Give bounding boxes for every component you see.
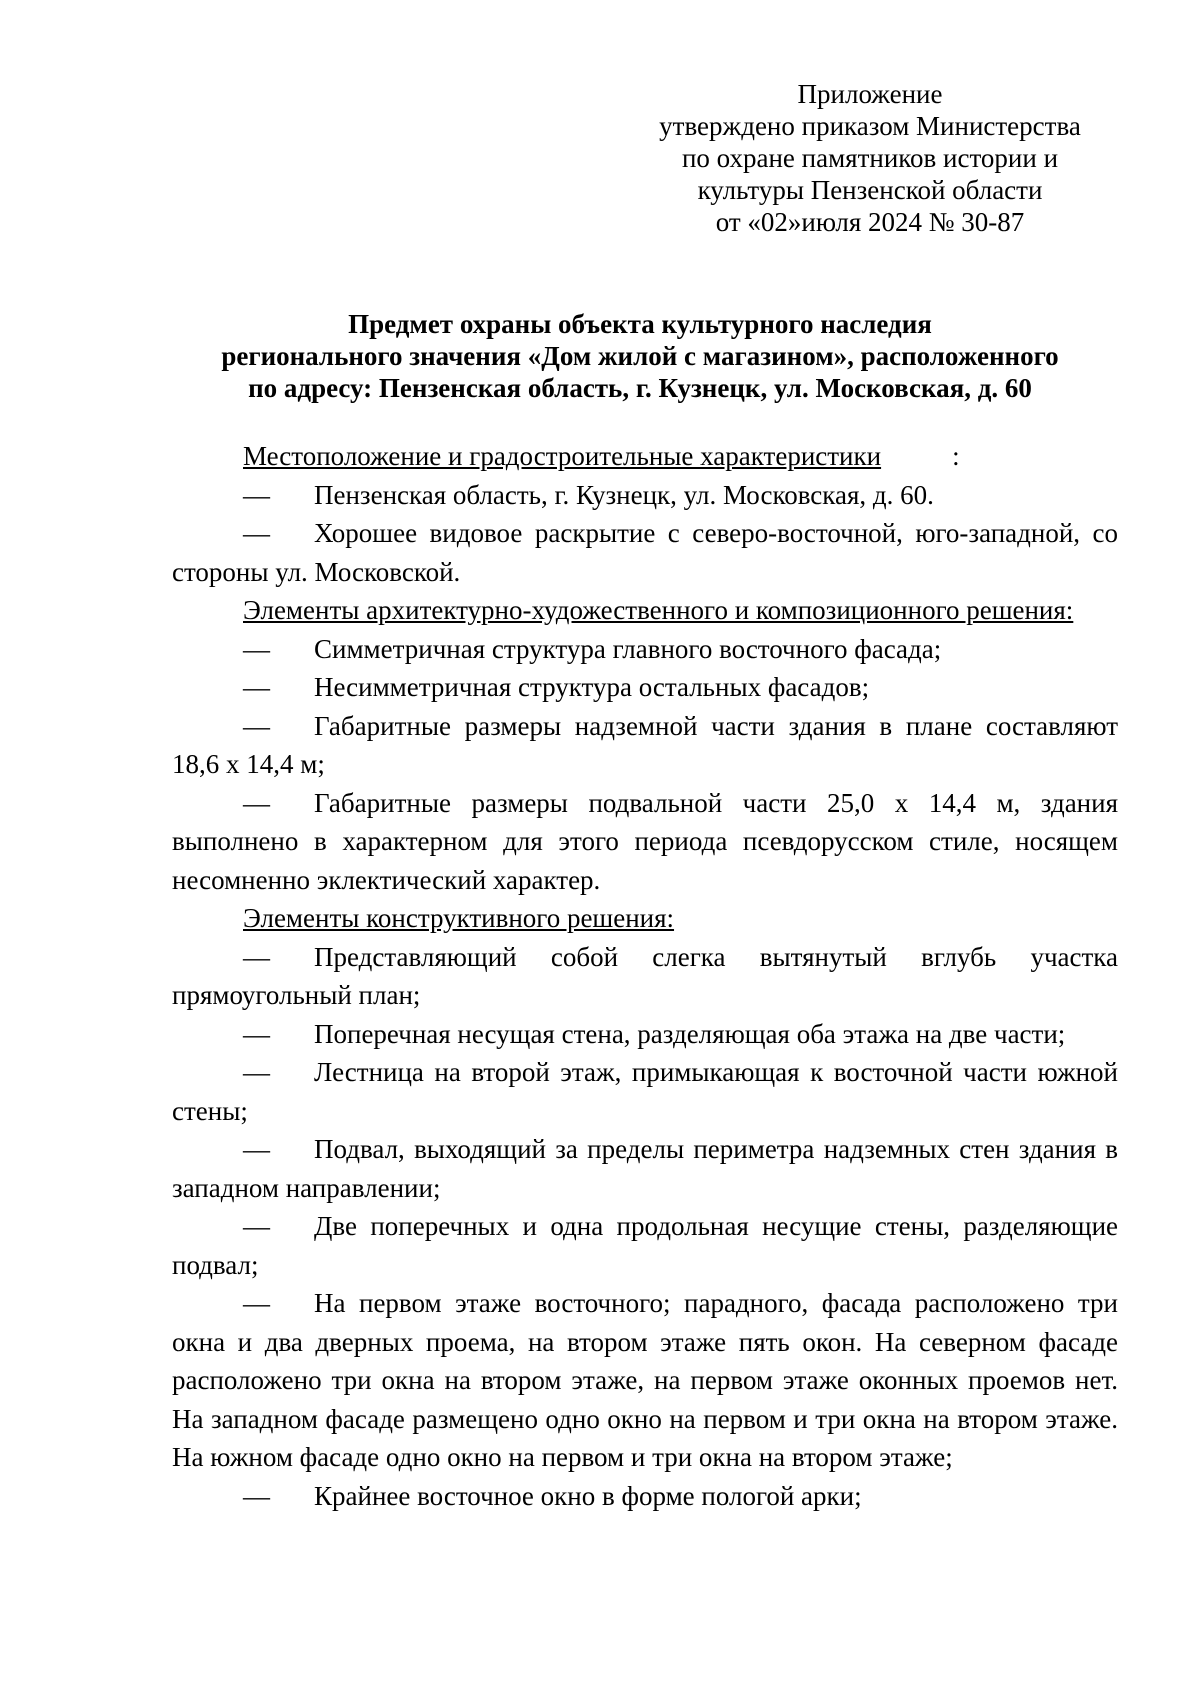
list-item-text: Две поперечных и одна продольная несущие стены, разделяющие подвал; (172, 1211, 1118, 1280)
approval-line: культуры Пензенской области (697, 175, 1043, 205)
dash-bullet: — (243, 710, 270, 741)
approval-line: по охране памятников истории и (681, 143, 1059, 173)
list-item-text: Пензенская область, г. Кузнецк, ул. Московская, д. 60. (314, 479, 934, 510)
heading-colon: : (952, 441, 960, 471)
title-line: по адресу: Пензенская область, г. Кузнецк, ул. Московская, д. 60 (248, 373, 1032, 403)
list-item-text: Поперечная несущая стена, разделяющая оба этажа на две части; (314, 1018, 1066, 1049)
list-item (172, 514, 1118, 591)
section-heading-architecture: Элементы архитектурно-художественного и композиционного решения: (243, 595, 1074, 625)
list-item-text: Представляющий собой слегка вытянутый вглубь участка прямоугольный план; (172, 941, 1118, 1010)
approval-line: утверждено приказом Министерства (659, 111, 1081, 141)
list-item (172, 938, 1118, 1015)
list-item (172, 784, 1118, 900)
dash-bullet: — (243, 518, 270, 548)
dash-bullet: — (243, 633, 270, 664)
list-item (172, 707, 1118, 784)
dash-bullet: — (243, 479, 270, 510)
title-line: Предмет охраны объекта культурного наследия (348, 309, 932, 339)
section-heading-construction: Элементы конструктивного решения: (243, 903, 675, 933)
dash-bullet: — (243, 1288, 270, 1318)
approval-line: Приложение (797, 79, 943, 109)
approval-block (650, 78, 1090, 238)
section-heading-location (172, 437, 1118, 476)
list-item (172, 630, 1118, 669)
list-item-text: Хорошее видовое раскрытие с северо-восточной, юго-западной, со стороны ул. Московской. (172, 518, 1118, 587)
list-item-text: Габаритные размеры надземной части здания в плане составляют 18,6 х 14,4 м; (172, 710, 1118, 779)
dash-bullet: — (243, 1134, 270, 1164)
document-body (172, 437, 1118, 1515)
list-item-text: Симметричная структура главного восточного фасада; (314, 633, 942, 664)
list-item-text: Лестница на второй этаж, примыкающая к восточной части южной стены; (172, 1057, 1118, 1126)
list-item (172, 668, 1118, 707)
approval-line: от «02»июля 2024 № 30-87 (715, 207, 1025, 237)
list-item (172, 476, 1118, 515)
title-line: регионального значения «Дом жилой с магазином», расположенного (221, 341, 1059, 371)
list-item-text: Габаритные размеры подвальной части 25,0 х 14,4 м, здания выполнено в характерном для этого периода псевдорусском стиле, носящем несомненно эклектический характер. (172, 787, 1118, 895)
section-heading-text: Местоположение и градостроительные характеристики (243, 441, 882, 471)
dash-bullet: — (243, 1018, 270, 1049)
list-item (172, 1207, 1118, 1284)
list-item (172, 1284, 1118, 1477)
list-item (172, 1053, 1118, 1130)
list-item (172, 1015, 1118, 1054)
list-item (172, 1477, 1118, 1516)
dash-bullet: — (243, 787, 270, 818)
list-item-text: Крайнее восточное окно в форме пологой арки; (314, 1480, 862, 1511)
dash-bullet: — (243, 1480, 270, 1511)
list-item (172, 1130, 1118, 1207)
dash-bullet: — (243, 672, 270, 702)
list-item-text: На первом этаже восточного; парадного, фасада расположено три окна и два дверных проема, на втором этаже пять окон. На северном фасаде расположено три окна на втором этаже, на первом этаже оконных проемов нет. На западном фасаде размещено одно окно на первом и три окна на втором этаже. На южном фасаде одно окно на первом и три окна на втором этаже; (172, 1288, 1118, 1472)
dash-bullet: — (243, 1211, 270, 1241)
dash-bullet: — (243, 941, 270, 972)
document-title (160, 308, 1120, 404)
list-item-text: Подвал, выходящий за пределы периметра надземных стен здания в западном направлении; (172, 1134, 1118, 1203)
list-item-text: Несимметричная структура остальных фасадов; (314, 672, 870, 702)
dash-bullet: — (243, 1057, 270, 1087)
